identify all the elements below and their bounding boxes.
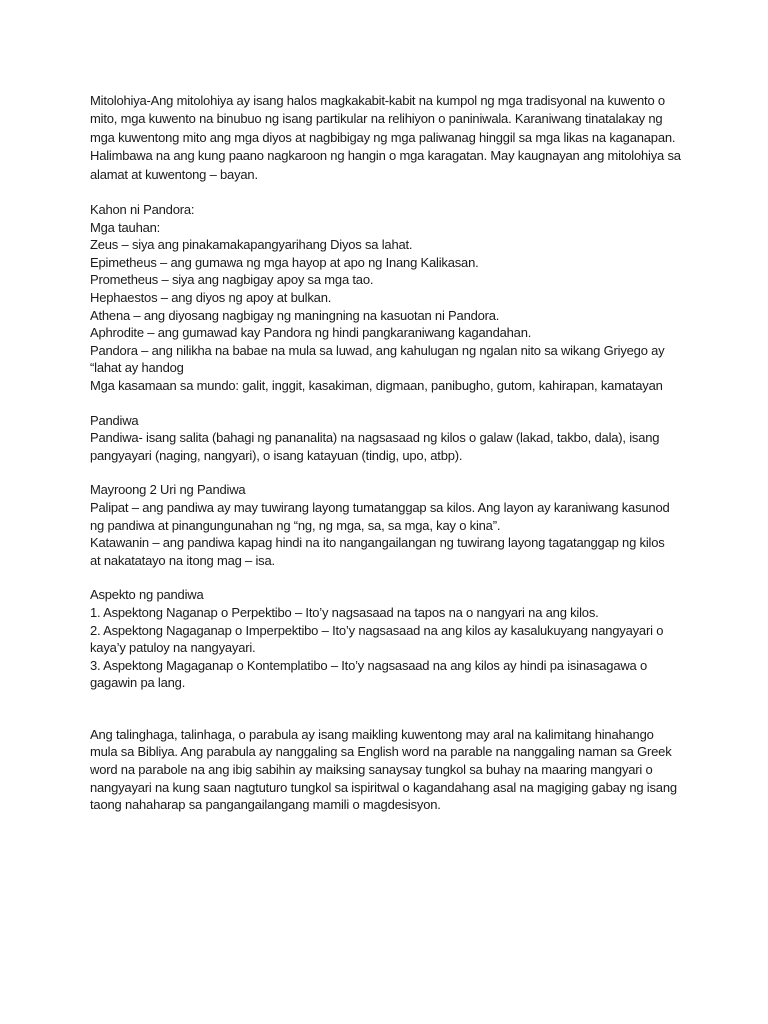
text-line: Palipat – ang pandiwa ay may tuwirang layong tumatanggap sa kilos. Ang layon ay karaniwang kasunod — [90, 499, 670, 515]
text-line: mga kuwentong mito ang mga diyos at nagbibigay ng mga paliwanag hinggil sa mga likas na kaganapan. — [90, 129, 676, 145]
text-line: taong nahaharap sa pangangailangang mamili o magdesisyon. — [90, 797, 441, 813]
character-line: Prometheus – siya ang nagbigay apoy sa mga tao. — [90, 272, 374, 288]
text-line: word na parabole na ang ibig sabihin ay maiksing sanaysay tungkol sa buhay na maaring mangyari o — [90, 762, 653, 778]
pandiwa-section — [90, 412, 690, 465]
text-line: pangyayari (naging, nangyari), o isang katayuan (tindig, upo, atbp). — [90, 447, 463, 463]
text-line: Pandiwa- isang salita (bahagi ng pananalita) na nagsasaad ng kilos o galaw (lakad, takbo, dala), isang — [90, 430, 660, 446]
character-line: Epimetheus – ang gumawa ng mga hayop at apo ng Inang Kalikasan. — [90, 254, 479, 270]
evils-line: Mga kasamaan sa mundo: galit, inggit, kasakiman, digmaan, panibugho, gutom, kahirapan, kamatayan — [90, 377, 663, 393]
character-line: Zeus – siya ang pinakamakapangyarihang Diyos sa lahat. — [90, 237, 413, 253]
text-line: mula sa Bibliya. Ang parabula ay nanggaling sa English word na parable na nanggaling naman sa Greek — [90, 744, 672, 760]
pandora-section — [90, 201, 690, 395]
section-heading: Aspekto ng pandiwa — [90, 587, 204, 603]
section-heading: Pandiwa — [90, 412, 139, 428]
text-line: ng pandiwa at pinangungunahan ng “ng, ng mga, sa, sa mga, kay o kina”. — [90, 517, 501, 533]
character-line: Pandora – ang nilikha na babae na mula sa luwad, ang kahulugan ng ngalan nito sa wikang Griyego ay — [90, 342, 665, 358]
list-item: 3. Aspektong Magaganap o Kontemplatibo – Ito’y nagsasaad na ang kilos ay hindi pa isinasagawa o — [90, 657, 648, 673]
aspekto-section — [90, 586, 690, 692]
list-item: 2. Aspektong Nagaganap o Imperpektibo – Ito’y nagsasaad na ang kilos ay kasalukuyang nangyayari o — [90, 622, 664, 638]
character-line: Athena – ang diyosang nagbigay ng maningning na kasuotan ni Pandora. — [90, 307, 500, 323]
text-line: at nakatatayo na itong mag – isa. — [90, 552, 275, 568]
subheading: Mga tauhan: — [90, 219, 161, 235]
text-line: “lahat ay handog — [90, 360, 184, 376]
list-item: 1. Aspektong Naganap o Perpektibo – Ito’y nagsasaad na tapos na o nangyari na ang kilos. — [90, 604, 599, 620]
text-line: Ang talinghaga, talinhaga, o parabula ay isang maikling kuwentong may aral na kalimitang hinahango — [90, 726, 654, 742]
text-line: alamat at kuwentong – bayan. — [90, 166, 258, 182]
uri-section — [90, 481, 690, 569]
talinghaga-paragraph — [90, 726, 690, 814]
document-page — [90, 92, 690, 814]
text-line: mito, mga kuwento na binubuo ng isang partikular na relihiyon o paniniwala. Karaniwang tinatalakay ng — [90, 111, 663, 127]
section-heading: Mayroong 2 Uri ng Pandiwa — [90, 482, 246, 498]
text-line: nangyayari na kung saan nagtuturo tungkol sa ispiritwal o kagandahang asal na magiging gabay ng isang — [90, 779, 677, 795]
character-line: Aphrodite – ang gumawad kay Pandora ng hindi pangkaraniwang kagandahan. — [90, 325, 532, 341]
character-line: Hephaestos – ang diyos ng apoy at bulkan. — [90, 290, 332, 305]
text-line: Katawanin – ang pandiwa kapag hindi na ito nangangailangan ng tuwirang layong tagatanggap ng kilos — [90, 535, 665, 551]
text-line: Mitolohiya-Ang mitolohiya ay isang halos magkakabit-kabit na kumpol ng mga tradisyonal na kuwento o — [90, 93, 665, 108]
text-line: gagawin pa lang. — [90, 675, 186, 691]
intro-paragraph — [90, 92, 690, 184]
section-heading: Kahon ni Pandora: — [90, 202, 195, 218]
text-line: kaya’y patuloy na nangyayari. — [90, 640, 256, 656]
text-line: Halimbawa na ang kung paano nagkaroon ng hangin o mga karagatan. May kaugnayan ang mitolohiya sa — [90, 148, 681, 164]
